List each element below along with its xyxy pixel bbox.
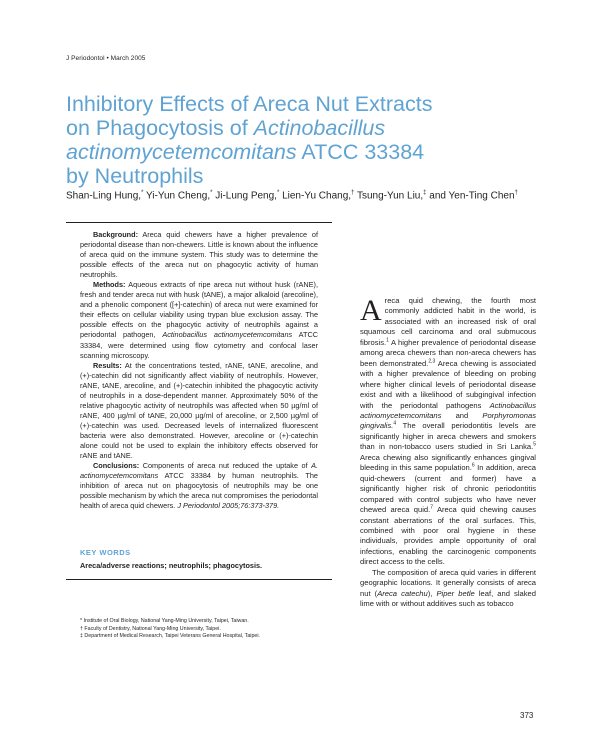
abstract-text: Components of areca nut reduced the uptake of [139,461,312,471]
keywords-heading: KEY WORDS [80,548,131,557]
author-affiliation-mark: † [514,190,518,196]
body-text: and [441,410,483,420]
abstract-text: ATCC 33384, were determined using flow cytometry and confocal laser scanning microscopy. [80,330,318,360]
abstract-text: Areca quid chewers have a higher prevalence of periodontal disease than non-chewers. Little is known about the influence of areca quid on the immune system. This study was to determine the possible effects of the areca nut on phagocytic activity of human neutrophils. [80,230,318,280]
abstract-section-label: Methods: [93,280,126,290]
drop-cap: A [360,294,382,327]
abstract-text: ATCC 33384 by human neutrophils. The inhibition of areca nut on phagocytosis of neutrophils may be one possible mechanism by which the areca nut compromises the periodontal health of areca quid chewers. [80,471,318,511]
title-text: on Phagocytosis of [66,116,254,140]
reference-mark: 1 [386,337,389,344]
reference-mark: 7 [430,504,434,511]
affiliation-footnotes [80,618,330,641]
author-name: Lien-Yu Chang, [279,190,352,202]
author-name: Tsung-Yun Liu, [354,190,424,202]
abstract-methods [80,280,318,360]
author-list [66,190,556,201]
author-name: and Yen-Ting Chen [426,190,515,202]
abstract-conclusions [80,461,318,511]
body-italic-text: Actinobacillus actinomycetemcomitans [360,400,536,420]
body-text: Areca chewing is associated with a higher prevalence of bleeding on probing where higher clinical levels of periodontal disease exist and with a likelihood of subgingival infection with the periodontal pathogens [360,358,536,410]
keywords-text: Areca/adverse reactions; neutrophils; phagocytosis. [80,561,263,570]
article-title [66,92,546,188]
reference-mark: 5 [533,441,536,448]
abstract-section-label: Results: [93,360,122,370]
author-affiliation-mark: * [276,190,280,196]
abstract-section-label: Background: [93,230,138,239]
body-text: leaf, and slaked lime with or without additives such as tobacco [360,588,536,609]
author-affiliation-mark: * [141,190,144,196]
abstract-citation: J Periodontol 2005;76:373-379. [177,501,280,511]
reference-mark: 6 [471,462,475,469]
body-italic-text: Areca catechu [377,588,428,598]
author-affiliation-mark: † [351,190,355,196]
title-line-2 [66,116,546,140]
author-affiliation-mark: * [210,190,213,196]
body-text: The overall periodontitis levels are significantly higher in areca chewers and smokers than in non-tobacco users studied in Sri Lanka. [360,421,536,452]
author-affiliation-mark: ‡ [423,190,427,196]
body-text: A higher prevalence of periodontal disease among areca chewers than non-areca chewers has been demonstrated. [360,337,536,368]
author-name: Ji-Lung Peng, [212,190,277,202]
body-text: Areca quid chewing causes constant aberrations of the oral surfaces. This, combined with poor oral hygiene in these individuals, provides ample opportunity of oral infections, enabling the carcinogenic components direct access to the cells. [360,505,536,567]
author-name: Yi-Yun Cheng, [143,190,211,202]
body-text-column [360,296,536,610]
abstract-text: Aqueous extracts of ripe areca nut without husk (rANE), fresh and tender areca nut with husk (tANE), a major alkaloid (arecoline), and a phenolic component ([+]-catechin) of areca nut were examined for their effects on cellular viability using trypan blue exclusion assay. The possible effects on the phagocytic activity of neutrophils against a periodontal pathogen, [80,280,318,340]
footnote: ‡ Department of Medical Research, Taipei Veterans General Hospital, Taipei. [80,633,260,640]
title-text: ATCC 33384 [296,140,425,164]
page-number: 373 [520,711,534,720]
body-italic-text: Piper betle [436,588,475,598]
title-italic-text: Actinobacillus [253,116,386,140]
body-text: reca quid chewing, the fourth most commonly addicted habit in the world, is associated with an increased risk of oral squamous cell carcinoma and oral submucous fibrosis. [360,296,536,347]
abstract-italic-text: A. actinomycetemcomitans [80,461,318,481]
body-text: The composition of areca quid varies in different geographic locations. It generally consists of areca nut ( [360,567,536,598]
title-line-3 [66,140,546,164]
reference-mark: 4 [393,420,397,427]
body-text: In addition, areca quid-chewers (current and former) have a significantly higher risk of chronic periodontitis compared with control subjects who have never chewed areca quid. [360,463,536,515]
title-line-1: Inhibitory Effects of Areca Nut Extracts [66,92,433,116]
body-italic-text: Porphyromonas gingivalis. [360,410,536,431]
abstract-results [80,361,318,461]
title-line-4: by Neutrophils [66,164,204,188]
body-text: ), [427,588,437,598]
footnote: * Institute of Oral Biology, National Yang-Ming University, Taipei, Taiwan. [80,618,249,624]
abstract [80,230,318,511]
body-paragraph [360,296,536,568]
abstract-italic-text: Actinobacillus actinomycetemcomitans [162,330,293,340]
body-text: Areca chewing also significantly enhances gingival bleeding in this same population. [360,452,536,473]
body-paragraph [360,568,536,610]
abstract-background [80,230,318,280]
footnote: † Faculty of Dentistry, National Yang-Ming University, Taipei. [80,625,221,632]
title-italic-text: actinomycetemcomitans [66,140,297,164]
abstract-section-label: Conclusions: [93,461,140,471]
author-name: Shan-Ling Hung, [66,190,142,202]
running-head: J Periodontol • March 2005 [66,55,146,62]
reference-mark: 2,3 [428,358,436,365]
abstract-text: At the concentrations tested, rANE, tANE, arecoline, and (+)-catechin did not significantly affect viability of neutrophils. However, rANE, tANE, arecoline, and (+)-catechin inhibited the phagocytic activity of neutrophils in a dose-dependent manner. Approximately 50% of the relative phagocytic activity of neutrophils was affected when 50 µg/ml of rANE, 400 µg/ml of tANE, 20,000 µg/ml of arecoline, or 2,500 µg/ml of (+)-catechin was used. Decreased levels of internalized fluorescent bacteria were also demonstrated. However, arecoline or (+)-catechin alone could not be used to explain the inhibitory effects observed for rANE and tANE. [80,360,318,461]
